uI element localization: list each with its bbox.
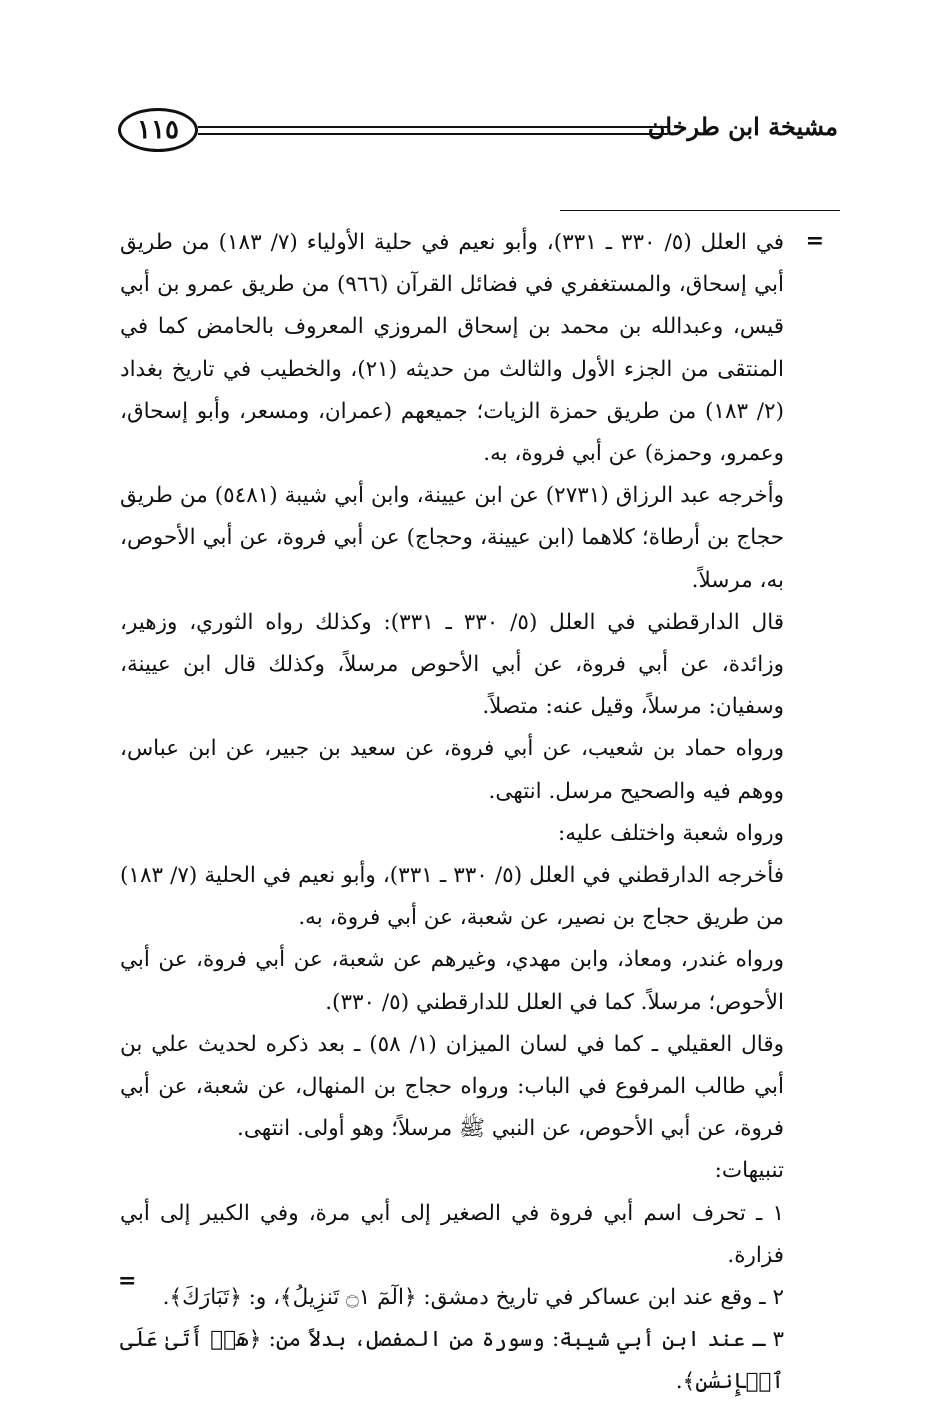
footnote-paragraph-7: ورواه غندر، ومعاذ، وابن مهدي، وغيرهم عن شعبة، عن أبي فروة، عن أبي الأحوص؛ مرسلاً. كما في العلل للدارقطني (٥/ ٣٣٠). [120,947,784,1015]
footnote-paragraph-1: في العلل (٥/ ٣٣٠ ـ ٣٣١)، وأبو نعيم في حلية الأولياء (٧/ ١٨٣) من طريق أبي إسحاق، والمستغفري في فضائل القرآن (٩٦٦) من طريق عمرو بن أبي قيس، وعبدالله بن محمد بن إسحاق المروزي المعروف بالحامض كما في المنتقى من الجزء الأول والثالث من حديثه (٢١)، والخطيب في تاريخ بغداد (٢/ ١٨٣) من طريق حمزة الزيات؛ جميعهم (عمران، ومسعر، وأبو إسحاق، وعمرو، وحمزة) عن أبي فروة، به. [120,230,785,467]
note-item-3: ٣ ـ عند ابن أبي شيبة: وسورة من المفصل، بدلاً من: ﴿هَلۡ أَتَىٰ عَلَى ٱلۡإِنسَٰنِ﴾. [120,1327,784,1395]
header-rule-lower [198,133,668,135]
footnote-text [120,222,784,1404]
footnote-paragraph-2: وأخرجه عبد الرزاق (٢٧٣١) عن ابن عيينة، وابن أبي شيبة (٥٤٨١) من طريق حجاج بن أرطاة؛ كلاهما (ابن عيينة، وحجاج) عن أبي فروة، عن أبي الأحوص، به، مرسلاً. [120,483,784,593]
page-number: ١١٥ [118,108,198,152]
footnote-paragraph-6: فأخرجه الدارقطني في العلل (٥/ ٣٣٠ ـ ٣٣١)، وأبو نعيم في الحلية (٧/ ١٨٣) من طريق حجاج بن نصير، عن شعبة، عن أبي فروة، به. [120,863,785,931]
note-item-2: ٢ ـ وقع عند ابن عساكر في تاريخ دمشق: ﴿الٓمٓ ۝١ تَنزِيلُ﴾، و: ﴿تَبَارَكَ﴾. [162,1285,784,1311]
footnote-paragraph-8: وقال العقيلي ـ كما في لسان الميزان (١/ ٥٨) ـ بعد ذكره لحديث علي بن أبي طالب المرفوع في الباب: ورواه حجاج بن المنهال، عن شعبة، عن أبي فروة، عن أبي الأحوص، عن النبي ﷺ مرسلاً؛ وهو أولى. انتهى. [120,1031,784,1142]
footnote-separator [560,210,840,211]
note-item-1: ١ ـ تحرف اسم أبي فروة في الصغير إلى أبي مرة، وفي الكبير إلى أبي فزارة. [120,1200,784,1268]
footnote-paragraph-3: قال الدارقطني في العلل (٥/ ٣٣٠ ـ ٣٣١): وكذلك رواه الثوري، وزهير، وزائدة، عن أبي فروة، عن أبي الأحوص مرسلاً، وكذلك قال ابن عيينة، وسفيان: مرسلاً، وقيل عنه: متصلاً. [120,609,785,720]
continuation-mark-bottom: = [118,1268,137,1294]
page-header [118,104,838,156]
header-rule-upper [198,126,668,128]
continuation-mark-top: = [805,228,824,254]
notes-heading: تنبيهات: [714,1158,784,1184]
footnote-paragraph-4: ورواه حماد بن شعيب، عن أبي فروة، عن سعيد بن جبير، عن ابن عباس، ووهم فيه والصحيح مرسل. انتهى. [120,736,784,804]
footnote-paragraph-5: ورواه شعبة واختلف عليه: [557,820,784,846]
running-title: مشيخة ابن طرخان [647,112,838,141]
